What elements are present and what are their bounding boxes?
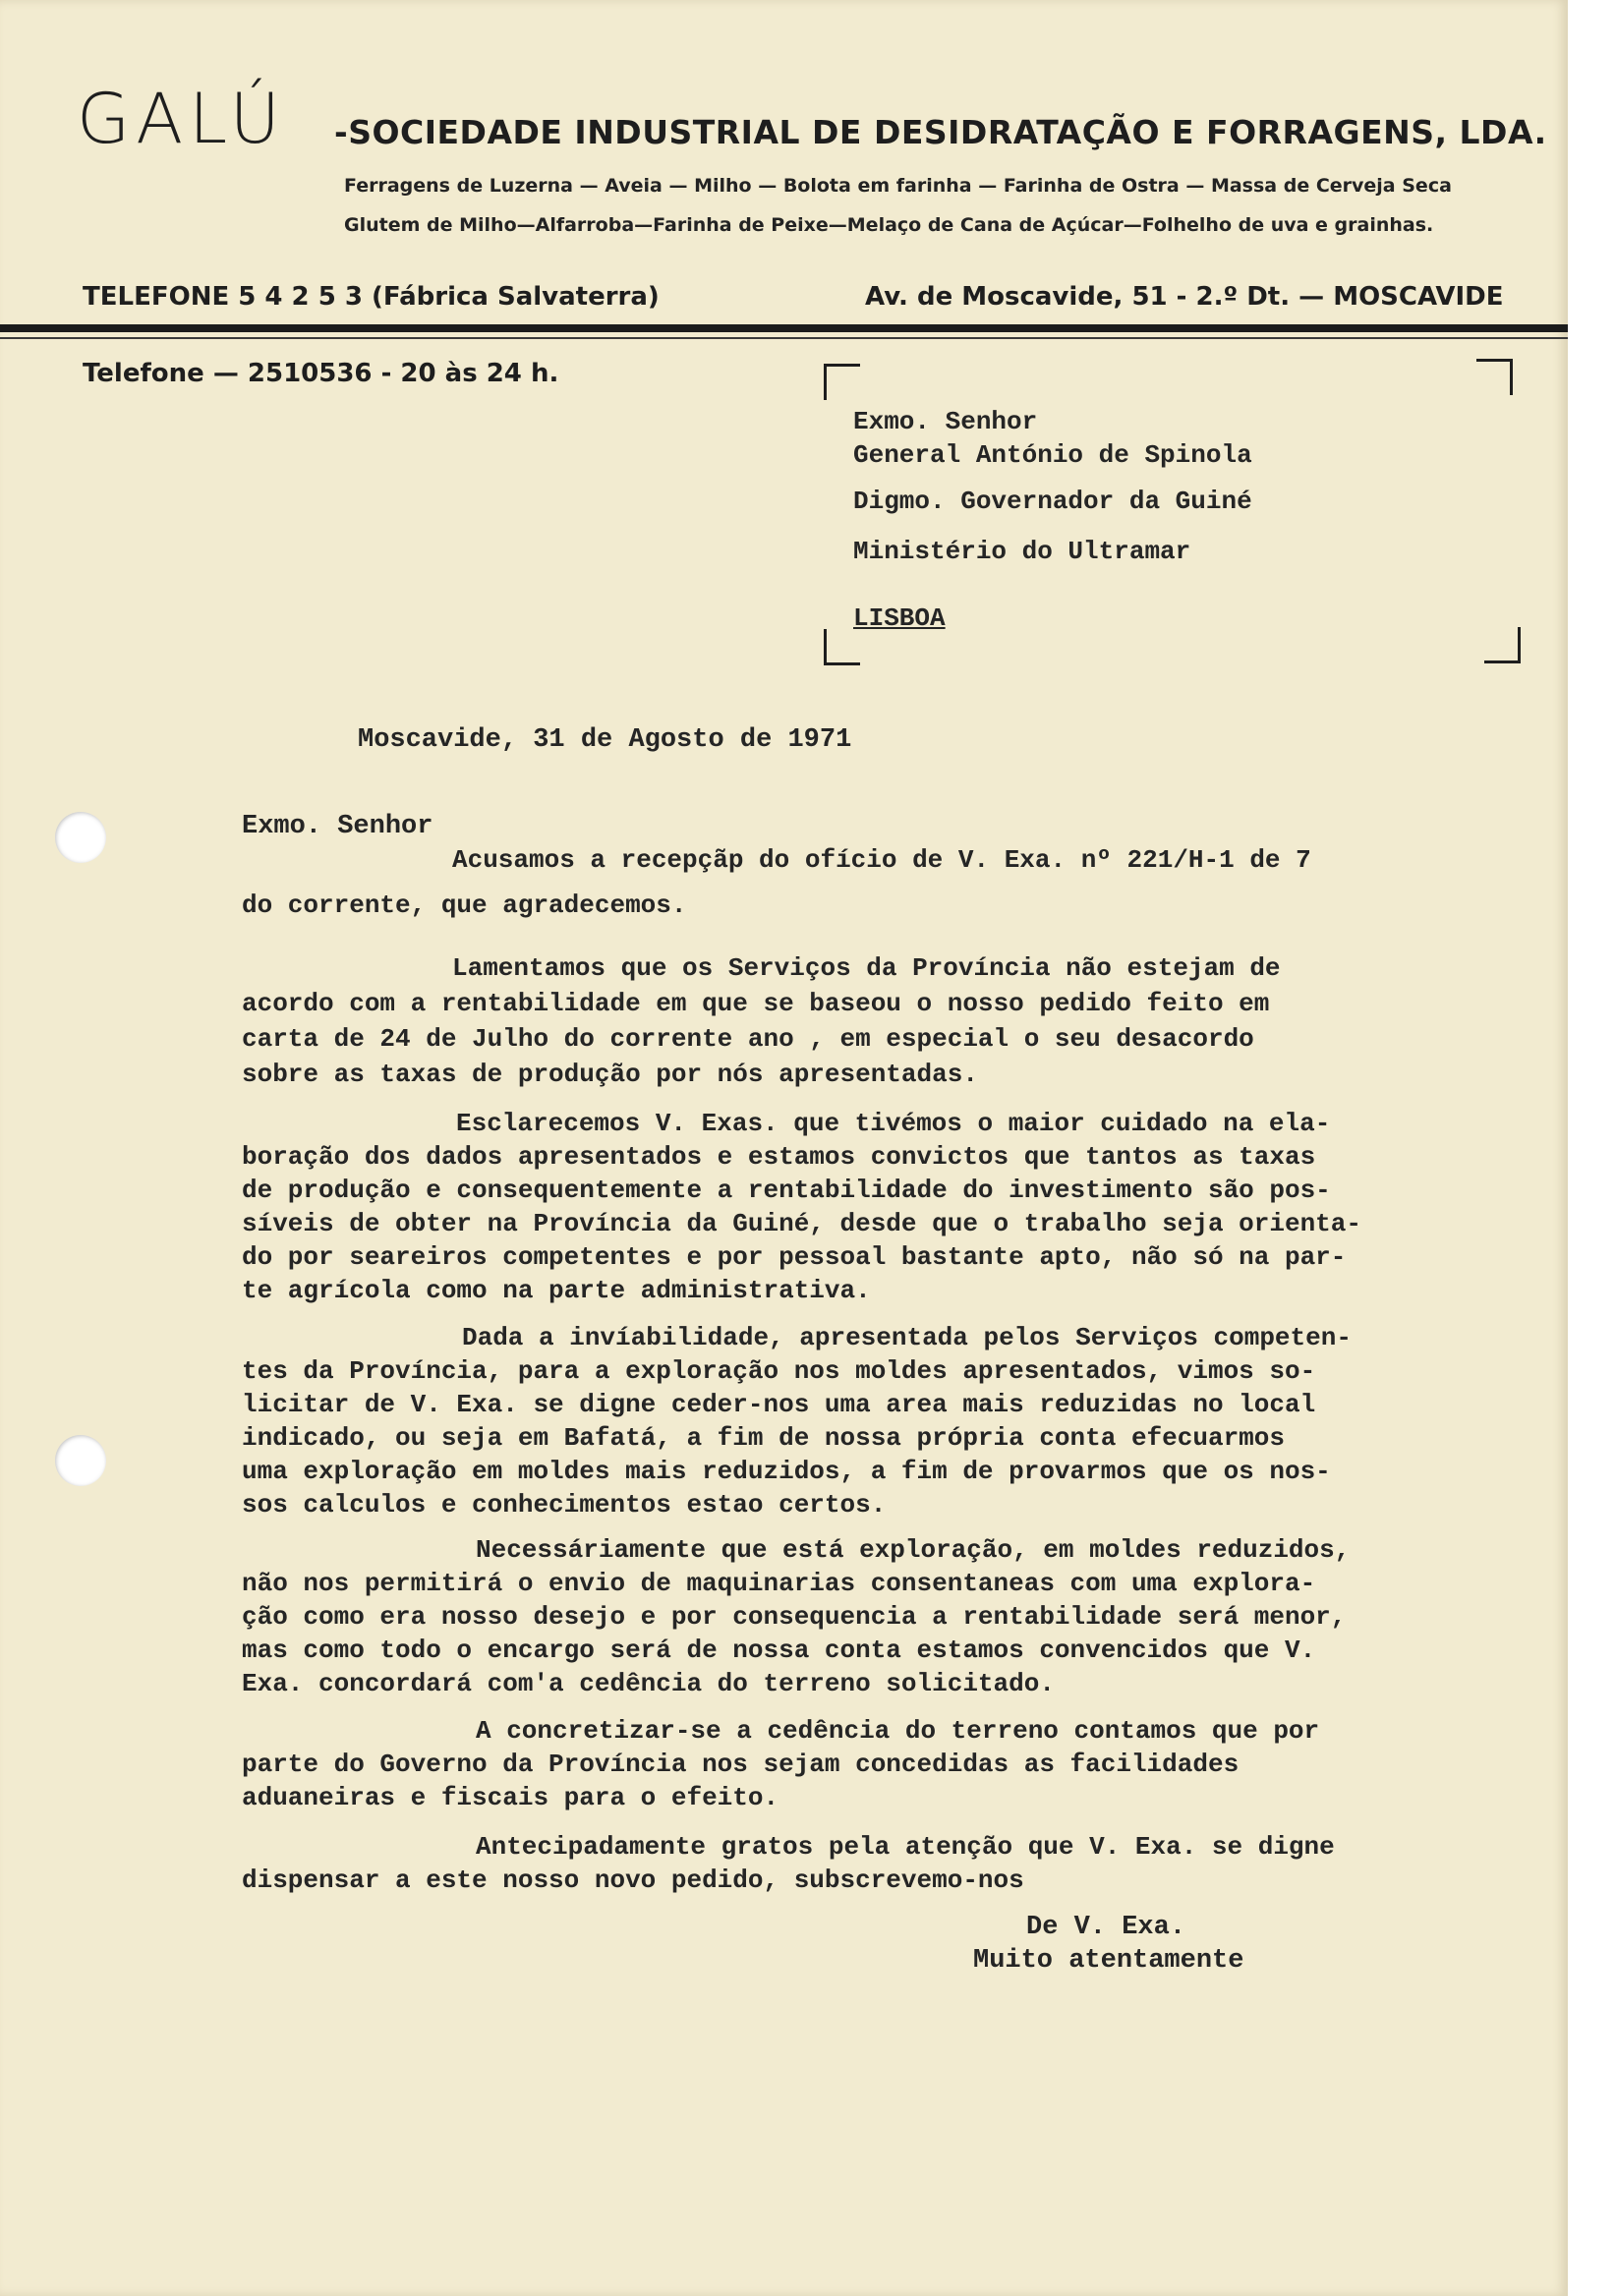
body-line: Dada a invíabilidade, apresentada pelos Serviços competen- <box>462 1323 1352 1352</box>
body-line: A concretizar-se a cedência do terreno contamos que por <box>476 1716 1320 1746</box>
body-line: sos calculos e conhecimentos estao certos. <box>242 1490 887 1520</box>
body-line: sobre as taxas de produção por nós apresentadas. <box>242 1060 978 1089</box>
closing-line-1: De V. Exa. <box>1026 1913 1186 1942</box>
body-line: Antecipadamente gratos pela atenção que V. Exa. se digne <box>476 1832 1335 1862</box>
body-line: uma exploração em moldes mais reduzidos, a fim de provarmos que os nos- <box>242 1457 1331 1486</box>
closing-line-2: Muito atentamente <box>973 1946 1244 1976</box>
body-line: não nos permitirá o envio de maquinarias consentaneas com uma explora- <box>242 1569 1316 1598</box>
body-line: boração dos dados apresentados e estamos convictos que tantos as taxas <box>242 1142 1316 1172</box>
body-line: Acusamos a recepçãp do ofício de V. Exa. nº 221/H-1 de 7 <box>452 845 1311 875</box>
body-line: acordo com a rentabilidade em que se baseou o nosso pedido feito em <box>242 989 1270 1018</box>
body-line: de produção e consequentemente a rentabilidade do investimento são pos- <box>242 1176 1331 1205</box>
body-line: licitar de V. Exa. se digne ceder-nos uma area mais reduzidas no local <box>242 1390 1316 1419</box>
company-address: Av. de Moscavide, 51 - 2.º Dt. — MOSCAVIDE <box>865 282 1504 312</box>
body-line: ção como era nosso desejo e por consequencia a rentabilidade será menor, <box>242 1602 1347 1632</box>
telephone-factory: TELEFONE 5 4 2 5 3 (Fábrica Salvaterra) <box>83 282 660 312</box>
body-line: te agrícola como na parte administrativa. <box>242 1276 871 1305</box>
body-line: tes da Província, para a exploração nos moldes apresentados, vimos so- <box>242 1356 1316 1386</box>
window-corner-bottom-left <box>824 629 860 665</box>
letterhead-divider <box>0 324 1568 332</box>
recipient-line: Digmo. Governador da Guiné <box>853 487 1252 516</box>
punch-hole-bottom <box>55 1435 106 1486</box>
window-corner-top-right <box>1476 359 1513 395</box>
products-line-2: Glutem de Milho—Alfarroba—Farinha de Peixe—Melaço de Cana de Açúcar—Folhelho de uva e grainhas. <box>344 214 1434 236</box>
body-line: dispensar a este nosso novo pedido, subscrevemo-nos <box>242 1866 1024 1895</box>
body-line: síveis de obter na Província da Guiné, desde que o trabalho seja orienta- <box>242 1209 1361 1238</box>
company-name: -SOCIEDADE INDUSTRIAL DE DESIDRATAÇÃO E FORRAGENS, LDA. <box>334 113 1547 151</box>
company-logo: GALÚ <box>77 79 286 159</box>
body-line: parte do Governo da Província nos sejam concedidas as facilidades <box>242 1750 1240 1779</box>
body-line: carta de 24 de Julho do corrente ano , em especial o seu desacordo <box>242 1024 1254 1054</box>
body-line: Esclarecemos V. Exas. que tivémos o maior cuidado na ela- <box>456 1109 1331 1138</box>
salutation: Exmo. Senhor <box>242 812 433 841</box>
body-line: aduaneiras e fiscais para o efeito. <box>242 1783 779 1812</box>
window-corner-top-left <box>824 364 860 400</box>
body-line: do por seareiros competentes e por pessoal bastante apto, não só na par- <box>242 1242 1347 1272</box>
recipient-line: Exmo. Senhor <box>853 407 1038 436</box>
recipient-city: LISBOA <box>853 603 946 633</box>
date-line: Moscavide, 31 de Agosto de 1971 <box>358 725 852 755</box>
body-line: Necessáriamente que está exploração, em moldes reduzidos, <box>476 1535 1351 1565</box>
body-line: do corrente, que agradecemos. <box>242 890 687 920</box>
body-line: indicado, ou seja em Bafatá, a fim de nossa própria conta efecuarmos <box>242 1423 1285 1453</box>
body-line: Exa. concordará com'a cedência do terreno solicitado. <box>242 1669 1055 1698</box>
recipient-line: Ministério do Ultramar <box>853 537 1191 566</box>
phone-hours: Telefone — 2510536 - 20 às 24 h. <box>83 359 559 388</box>
letterhead-divider-thin <box>0 337 1568 339</box>
body-line: mas como todo o encargo será de nossa conta estamos convencidos que V. <box>242 1636 1316 1665</box>
punch-hole-top <box>55 812 106 863</box>
body-line: Lamentamos que os Serviços da Província não estejam de <box>452 953 1281 983</box>
products-line-1: Ferragens de Luzerna — Aveia — Milho — Bolota em farinha — Farinha de Ostra — Massa de Cerveja Seca <box>344 175 1452 197</box>
window-corner-bottom-right <box>1484 627 1521 663</box>
recipient-line: General António de Spinola <box>853 440 1252 470</box>
